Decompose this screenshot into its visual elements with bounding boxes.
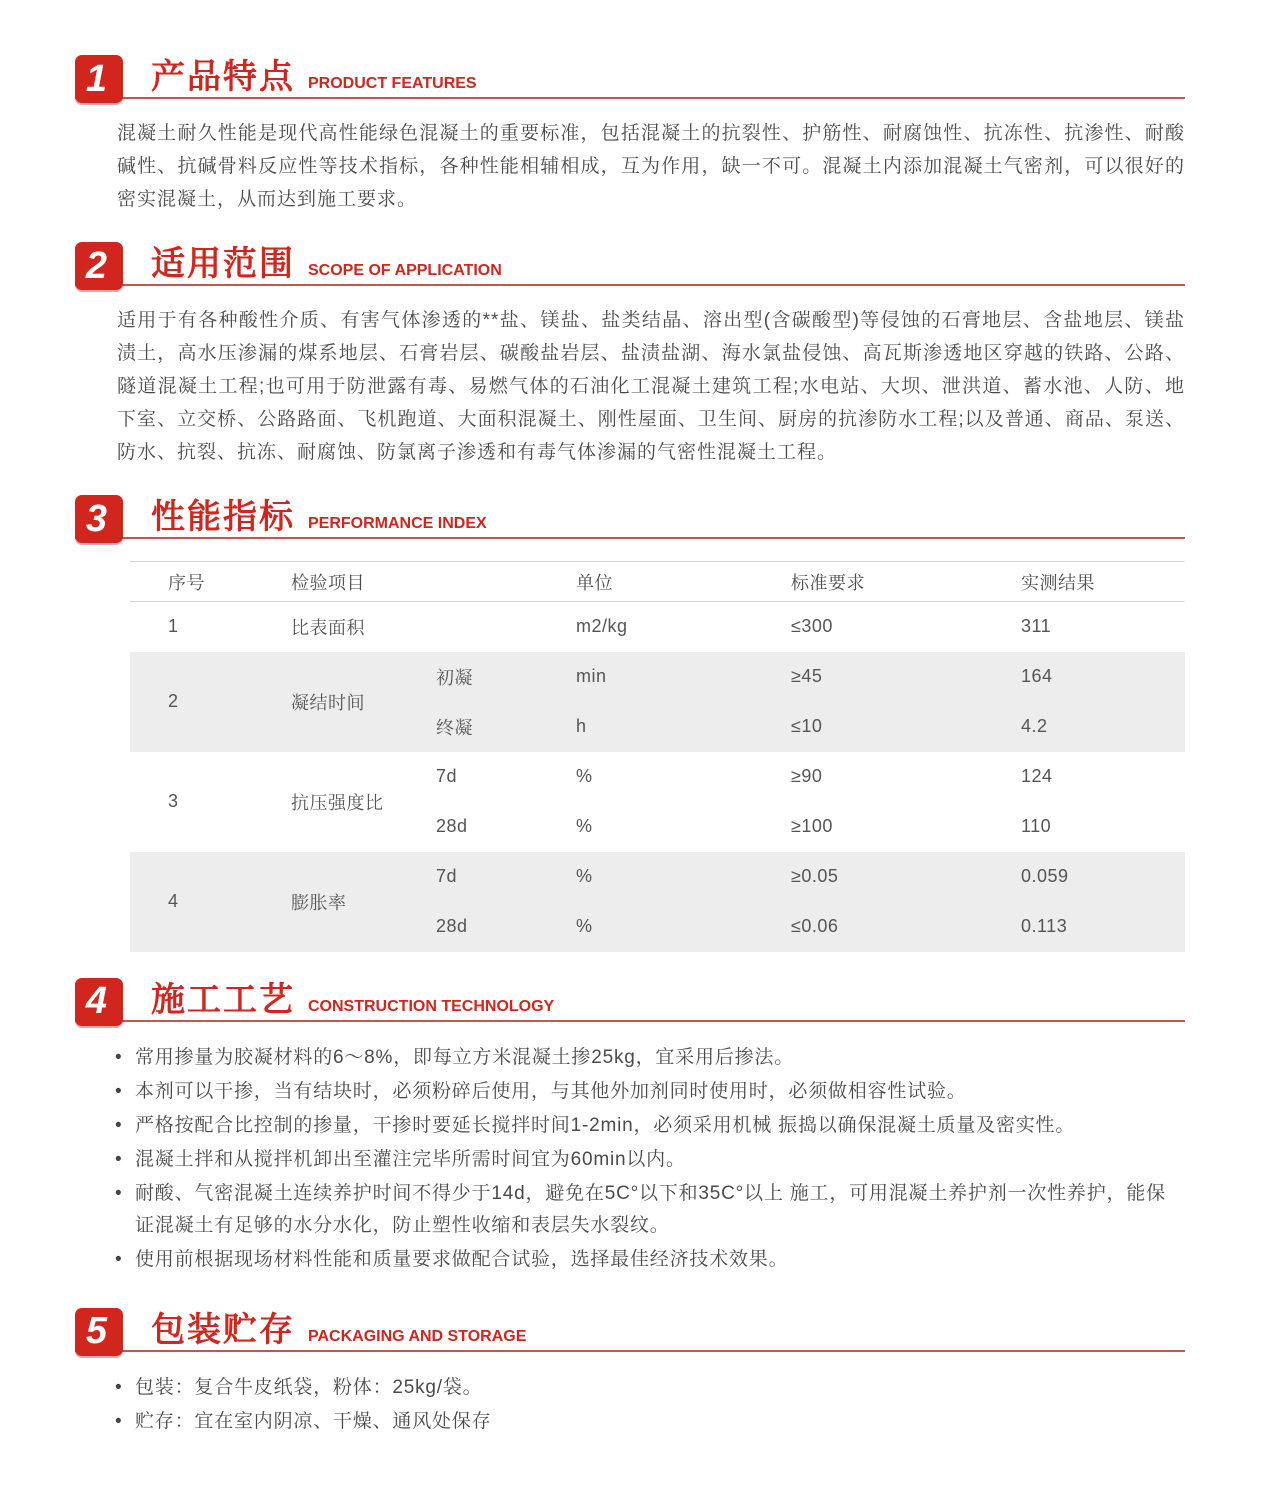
bullet-icon bbox=[115, 1110, 122, 1142]
table-cell: 311 bbox=[1021, 616, 1052, 637]
table-cell: 124 bbox=[1021, 766, 1053, 786]
table-cell: 凝结时间 bbox=[290, 652, 435, 752]
section-title-en: PACKAGING AND STORAGE bbox=[308, 1327, 527, 1345]
bullet-text: 严格按配合比控制的掺量，干掺时要延长搅拌时间1-2min，必须采用机械 振捣以确保混凝土质量及密实性。 bbox=[135, 1114, 1076, 1136]
table-cell: 抗压强度比 bbox=[291, 792, 384, 813]
table-cell: 164 bbox=[1020, 652, 1185, 702]
table-cell: ≥90 bbox=[791, 766, 823, 786]
table-row bbox=[130, 652, 1185, 702]
bullet-text: 常用掺量为胶凝材料的6～8%，即每立方米混凝土掺25kg，宜采用后掺法。 bbox=[135, 1046, 795, 1068]
section-title-en: SCOPE OF APPLICATION bbox=[308, 262, 502, 279]
section-number-badge: 4 bbox=[75, 978, 123, 1026]
bullet-icon bbox=[115, 1244, 122, 1276]
table-cell: ≤10 bbox=[790, 702, 1020, 752]
table-header-cell bbox=[435, 562, 575, 602]
section-number-badge: 2 bbox=[75, 242, 123, 290]
table-cell: % bbox=[575, 902, 790, 952]
bullet-list bbox=[115, 1372, 1185, 1438]
bullet-item bbox=[115, 1076, 1185, 1108]
bullet-text: 贮存：宜在室内阴凉、干燥、通风处保存 bbox=[135, 1410, 492, 1432]
table-header-row bbox=[130, 562, 1185, 602]
table-cell: 膨胀率 bbox=[290, 852, 435, 952]
table-cell: ≥0.05 bbox=[790, 852, 1020, 902]
table-cell: m2/kg bbox=[576, 616, 628, 637]
bullet-item bbox=[115, 1244, 1185, 1276]
table-cell: min bbox=[575, 652, 790, 702]
bullet-icon bbox=[115, 1144, 122, 1176]
table-header-cell: 实测结果 bbox=[1020, 562, 1185, 602]
section-header bbox=[75, 242, 1185, 286]
bullet-icon bbox=[115, 1406, 122, 1438]
bullet-item bbox=[115, 1406, 1185, 1438]
section-header bbox=[75, 495, 1185, 539]
table-cell: ≤300 bbox=[791, 616, 833, 637]
table-cell: h bbox=[575, 702, 790, 752]
table-cell: % bbox=[576, 816, 593, 836]
table-cell: ≥45 bbox=[790, 652, 1020, 702]
table-cell bbox=[435, 602, 575, 652]
table-cell: 4.2 bbox=[1020, 702, 1185, 752]
section-title-en: CONSTRUCTION TECHNOLOGY bbox=[308, 997, 555, 1015]
section-title-en: PERFORMANCE INDEX bbox=[308, 515, 487, 532]
section-header bbox=[75, 978, 1185, 1022]
table-cell: 初凝 bbox=[435, 652, 575, 702]
table-cell: 28d bbox=[435, 902, 575, 952]
bullet-text: 使用前根据现场材料性能和质量要求做配合试验，选择最佳经济技术效果。 bbox=[135, 1248, 789, 1270]
table-cell: 0.059 bbox=[1020, 852, 1185, 902]
bullet-item bbox=[115, 1178, 1185, 1242]
table-cell: % bbox=[575, 852, 790, 902]
table-cell: ≥100 bbox=[791, 816, 833, 836]
bullet-text: 包装：复合牛皮纸袋，粉体：25kg/袋。 bbox=[135, 1376, 483, 1398]
section-title-zh: 性能指标 bbox=[151, 498, 295, 536]
table-cell: ≤0.06 bbox=[790, 902, 1020, 952]
section-scope-of-application bbox=[75, 242, 1185, 469]
table-cell: % bbox=[576, 766, 593, 786]
bullet-item bbox=[115, 1144, 1185, 1176]
table-header-cell: 标准要求 bbox=[790, 562, 1020, 602]
table-header-cell: 检验项目 bbox=[290, 562, 435, 602]
section-paragraph: 混凝土耐久性能是现代高性能绿色混凝土的重要标准，包括混凝土的抗裂性、护筋性、耐腐蚀性、抗冻性、抗渗性、耐酸碱性、抗碱骨料反应性等技术指标，各种性能相辅相成，互为作用，缺一不可。混凝土内添加混凝土气密剂，可以很好的密实混凝土，从而达到施工要求。 bbox=[117, 123, 1185, 210]
section-title-zh: 产品特点 bbox=[151, 58, 295, 96]
section-paragraph: 适用于有各种酸性介质、有害气体渗透的**盐、镁盐、盐类结晶、溶出型(含碳酸型)等侵蚀的石膏地层、含盐地层、镁盐渍土，高水压渗漏的煤系地层、石膏岩层、碳酸盐岩层、盐渍盐湖、海水氯盐侵蚀、高瓦斯渗透地区穿越的铁路、公路、隧道混凝土工程;也可用于防泄露有毒、易燃气体的石油化工混凝土建筑工程;水电站、大坝、泄洪道、蓄水池、人防、地下室、立交桥、公路路面、飞机跑道、大面积混凝土、刚性屋面、卫生间、厨房的抗渗防水工程;以及普通、商品、泵送、防水、抗裂、抗冻、耐腐蚀、防氯离子渗透和有毒气体渗漏的气密性混凝土工程。 bbox=[117, 310, 1185, 463]
table-cell: 1 bbox=[168, 616, 179, 637]
table-header-cell: 单位 bbox=[575, 562, 790, 602]
section-number-badge: 1 bbox=[75, 55, 123, 103]
table-cell: 0.113 bbox=[1020, 902, 1185, 952]
bullet-item bbox=[115, 1110, 1185, 1142]
section-product-features bbox=[75, 55, 1185, 216]
table-row bbox=[130, 852, 1185, 902]
section-title-en: PRODUCT FEATURES bbox=[308, 75, 477, 92]
table-cell: 7d bbox=[435, 852, 575, 902]
bullet-list bbox=[115, 1042, 1185, 1276]
section-title-zh: 施工工艺 bbox=[151, 980, 295, 1019]
table-cell: 3 bbox=[168, 791, 179, 811]
section-header bbox=[75, 1308, 1185, 1352]
table-cell: 终凝 bbox=[435, 702, 575, 752]
section-number-badge: 3 bbox=[75, 495, 123, 543]
section-packaging-storage bbox=[75, 1308, 1185, 1438]
bullet-text: 混凝土拌和从搅拌机卸出至灌注完毕所需时间宜为60min以内。 bbox=[135, 1148, 686, 1170]
table-cell: 比表面积 bbox=[291, 617, 365, 638]
bullet-text: 本剂可以干掺，当有结块时，必须粉碎后使用，与其他外加剂同时使用时，必须做相容性试验。 bbox=[135, 1080, 967, 1102]
performance-table bbox=[130, 561, 1185, 952]
section-number-badge: 5 bbox=[75, 1308, 123, 1356]
table-cell: 28d bbox=[436, 816, 468, 836]
section-performance-index bbox=[75, 495, 1185, 952]
section-title-zh: 包装贮存 bbox=[151, 1310, 295, 1349]
table-cell: 2 bbox=[130, 652, 290, 752]
section-construction-technology bbox=[75, 978, 1185, 1276]
bullet-icon bbox=[115, 1076, 122, 1108]
table-cell: 7d bbox=[436, 766, 458, 786]
bullet-icon bbox=[115, 1042, 122, 1074]
table-cell: 110 bbox=[1021, 816, 1052, 836]
section-header bbox=[75, 55, 1185, 99]
section-title-zh: 适用范围 bbox=[151, 245, 295, 283]
bullet-item bbox=[115, 1372, 1185, 1404]
table-cell: 4 bbox=[130, 852, 290, 952]
table-header-cell: 序号 bbox=[130, 562, 290, 602]
table-row bbox=[130, 602, 1185, 652]
bullet-icon bbox=[115, 1372, 122, 1404]
table-row bbox=[130, 752, 1185, 802]
bullet-item bbox=[115, 1042, 1185, 1074]
bullet-text: 耐酸、气密混凝土连续养护时间不得少于14d，避免在5C°以下和35C°以上 施工，可用混凝土养护剂一次性养护，能保证混凝土有足够的水分水化，防止塑性收缩和表层失水裂纹。 bbox=[135, 1182, 1166, 1236]
bullet-icon bbox=[115, 1178, 122, 1210]
